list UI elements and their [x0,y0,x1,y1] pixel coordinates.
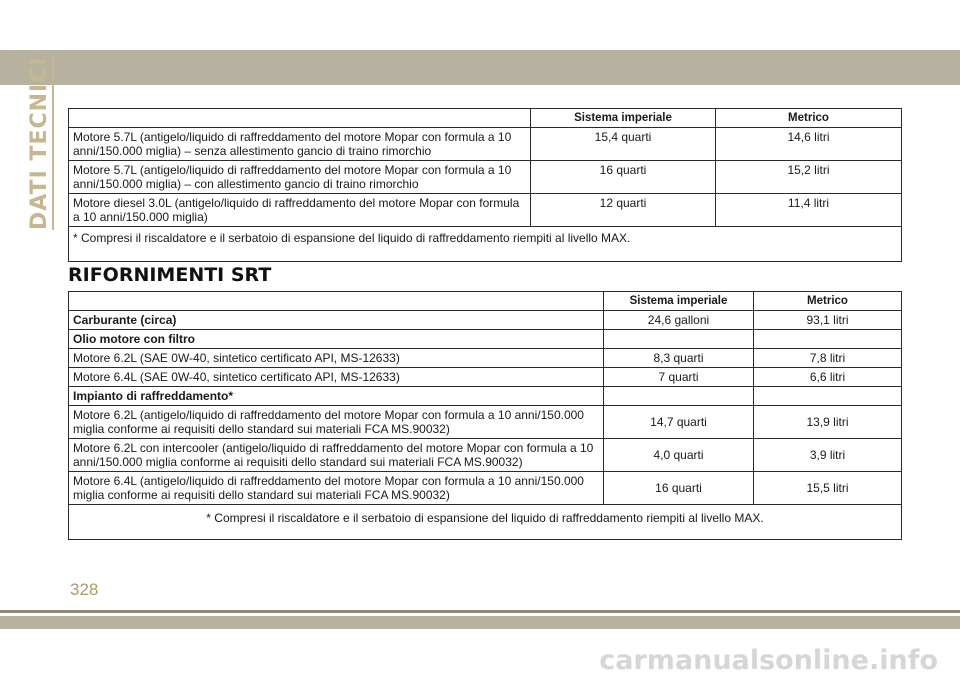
row-imperial: 7 quarti [604,368,754,387]
footer-rule [0,610,960,613]
row-metric [754,330,902,349]
row-imperial: 15,4 quarti [531,128,716,161]
row-imperial [604,387,754,406]
table-row [69,387,902,406]
row-description: Motore 6.4L (SAE 0W-40, sintetico certificato API, MS-12633) [69,368,604,387]
table-row [69,349,902,368]
header-metric: Metrico [754,292,902,311]
row-metric: 13,9 litri [754,406,902,439]
row-imperial: 8,3 quarti [604,349,754,368]
table-row [69,330,902,349]
row-imperial [604,330,754,349]
srt-capacity-table [68,291,902,540]
table-footnote: * Compresi il riscaldatore e il serbatoio di espansione del liquido di raffreddamento riempiti al livello MAX. [69,227,902,262]
row-metric: 15,5 litri [754,472,902,505]
section-heading: RIFORNIMENTI SRT [68,264,272,286]
page-number: 328 [70,580,99,599]
row-description: Motore 6.2L con intercooler (antigelo/liquido di raffreddamento del motore Mopar con formula a 10 anni/150.000 miglia conforme ai requisiti dello standard sui materiali FCA MS.90032) [69,439,604,472]
coolant-capacity-table [68,108,902,262]
table-row [69,472,902,505]
table-note-row [69,505,902,540]
row-metric: 11,4 litri [716,194,902,227]
row-imperial: 24,6 galloni [604,311,754,330]
table-row [69,368,902,387]
row-metric: 7,8 litri [754,349,902,368]
row-description: Impianto di raffreddamento* [69,387,604,406]
row-imperial: 16 quarti [531,161,716,194]
table-header-row [69,292,902,311]
header-metric: Metrico [716,109,902,128]
row-metric: 6,6 litri [754,368,902,387]
row-metric: 93,1 litri [754,311,902,330]
row-imperial: 4,0 quarti [604,439,754,472]
header-imperial: Sistema imperiale [531,109,716,128]
row-imperial: 14,7 quarti [604,406,754,439]
footer-band [0,616,960,629]
table-row [69,128,902,161]
row-metric [754,387,902,406]
table-row [69,311,902,330]
row-description: Motore 6.2L (antigelo/liquido di raffreddamento del motore Mopar con formula a 10 anni/150.000 miglia conforme ai requisiti dello standard sui materiali FCA MS.90032) [69,406,604,439]
row-metric: 3,9 litri [754,439,902,472]
watermark-text: carmanualsonline.info [599,645,938,676]
section-side-title: DATI TECNICI [27,56,52,230]
row-description: Motore 6.2L (SAE 0W-40, sintetico certificato API, MS-12633) [69,349,604,368]
row-description: Motore 5.7L (antigelo/liquido di raffreddamento del motore Mopar con formula a 10 anni/150.000 miglia) – con allestimento gancio di traino rimorchio [69,161,531,194]
row-description: Motore 6.4L (antigelo/liquido di raffreddamento del motore Mopar con formula a 10 anni/150.000 miglia conforme ai requisiti dello standard sui materiali FCA MS.90032) [69,472,604,505]
header-description [69,109,531,128]
row-metric: 14,6 litri [716,128,902,161]
row-description: Olio motore con filtro [69,330,604,349]
header-imperial: Sistema imperiale [604,292,754,311]
table-row [69,406,902,439]
row-imperial: 12 quarti [531,194,716,227]
table-row [69,161,902,194]
header-band [0,50,960,85]
row-imperial: 16 quarti [604,472,754,505]
table-row [69,194,902,227]
row-description: Motore diesel 3.0L (antigelo/liquido di raffreddamento del motore Mopar con formula a 10 anni/150.000 miglia) [69,194,531,227]
row-description: Motore 5.7L (antigelo/liquido di raffreddamento del motore Mopar con formula a 10 anni/150.000 miglia) – senza allestimento gancio di traino rimorchio [69,128,531,161]
table-note-row [69,227,902,262]
row-description: Carburante (circa) [69,311,604,330]
header-description [69,292,604,311]
table-footnote: * Compresi il riscaldatore e il serbatoio di espansione del liquido di raffreddamento riempiti al livello MAX. [69,505,902,540]
table-row [69,439,902,472]
table-header-row [69,109,902,128]
row-metric: 15,2 litri [716,161,902,194]
